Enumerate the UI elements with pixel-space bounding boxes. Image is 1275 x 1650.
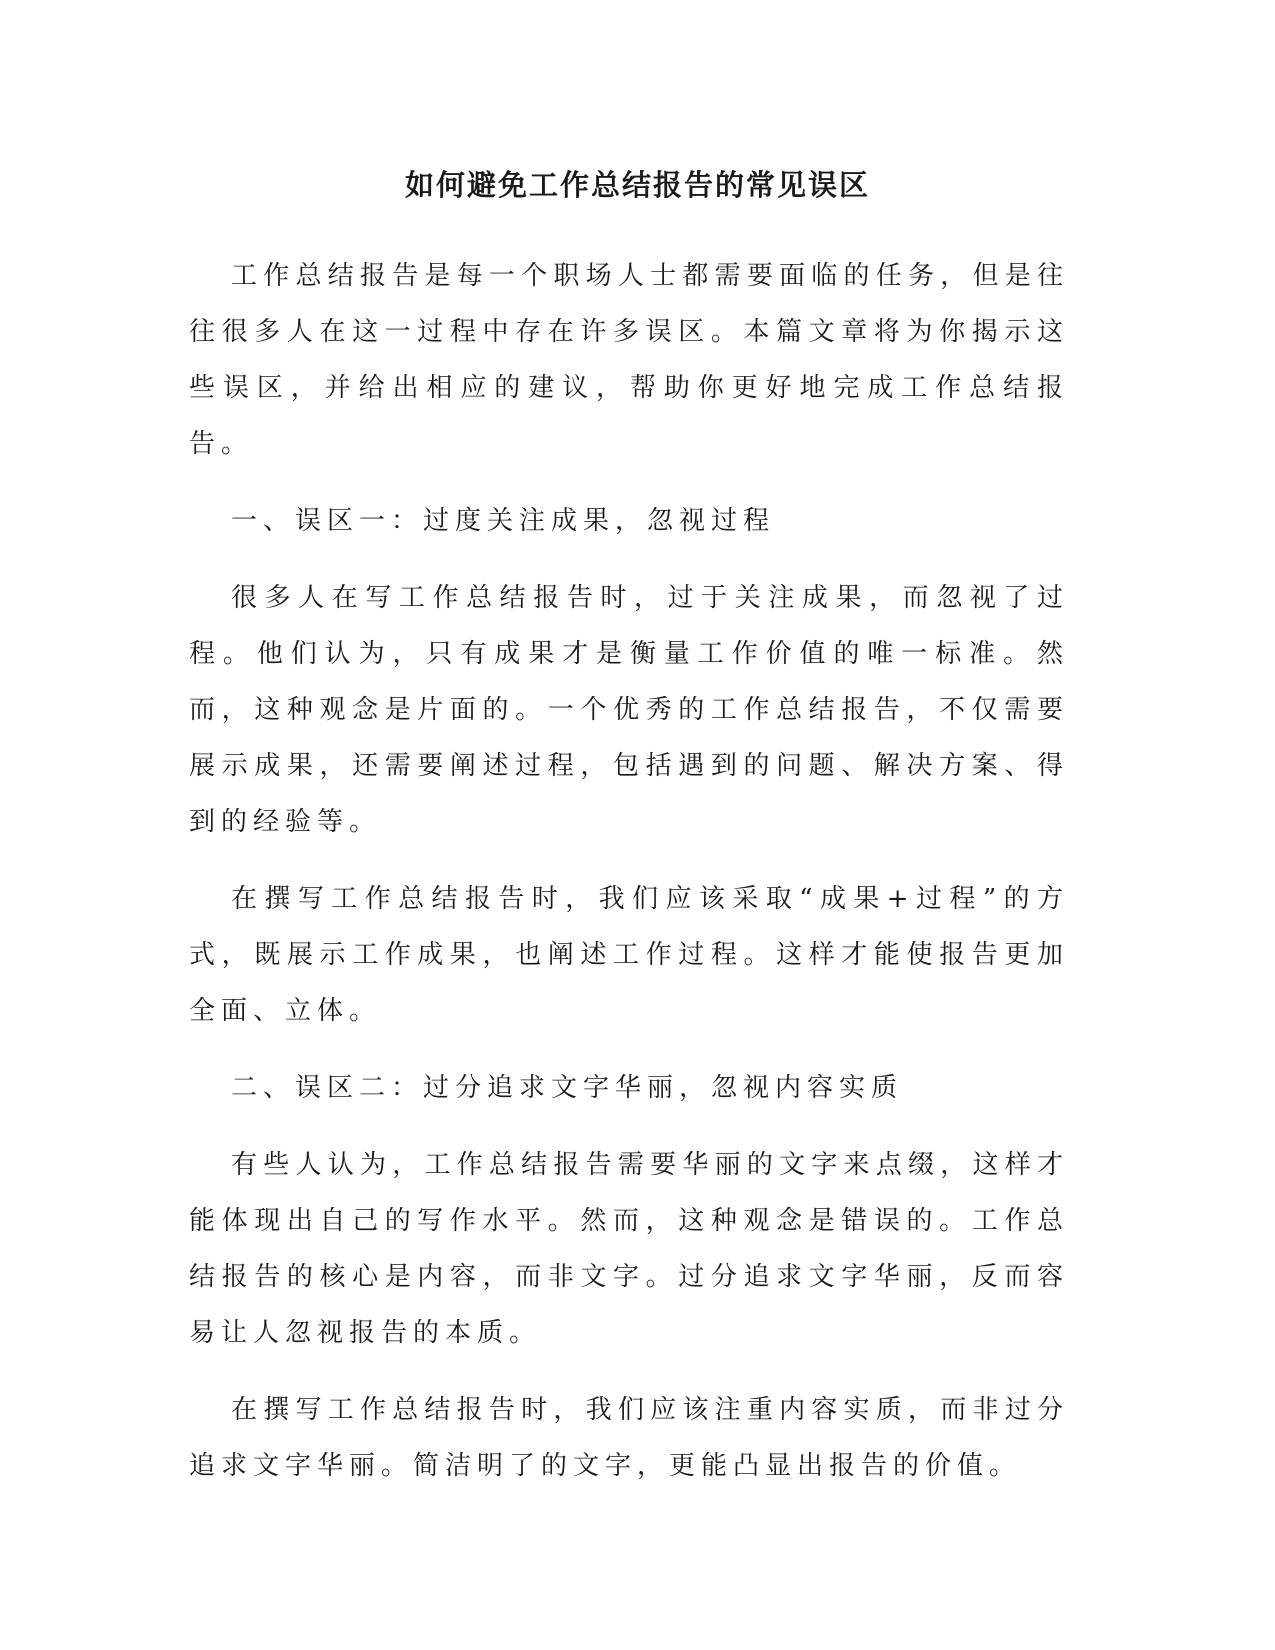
section-2-paragraph-1: 有些人认为，工作总结报告需要华丽的文字来点缀，这样才能体现出自己的写作水平。然而，这种观念是错误的。工作总结报告的核心是内容，而非文字。过分追求文字华丽，反而容易让人忽视报告的本质。 — [189, 1150, 1069, 1348]
intro-paragraph: 工作总结报告是每一个职场人士都需要面临的任务，但是往往很多人在这一过程中存在许多误区。本篇文章将为你揭示这些误区，并给出相应的建议，帮助你更好地完成工作总结报告。 — [189, 261, 1069, 459]
section-1-heading: 一、误区一：过度关注成果，忽视过程 — [231, 506, 776, 536]
section-2-heading: 二、误区二：过分追求文字华丽，忽视内容实质 — [231, 1073, 904, 1103]
section-1-paragraph-2: 在撰写工作总结报告时，我们应该采取“成果+过程”的方式，既展示工作成果，也阐述工作过程。这样才能使报告更加全面、立体。 — [189, 884, 1069, 1026]
section-2-paragraph-2: 在撰写工作总结报告时，我们应该注重内容实质，而非过分追求文字华丽。简洁明了的文字，更能凸显出报告的价值。 — [189, 1395, 1069, 1481]
document-title: 如何避免工作总结报告的常见误区 — [404, 168, 870, 202]
section-1-paragraph-1: 很多人在写工作总结报告时，过于关注成果，而忽视了过程。他们认为，只有成果才是衡量工作价值的唯一标准。然而，这种观念是片面的。一个优秀的工作总结报告，不仅需要展示成果，还需要阐述过程，包括遇到的问题、解决方案、得到的经验等。 — [189, 583, 1069, 837]
document-body — [189, 248, 1069, 1515]
